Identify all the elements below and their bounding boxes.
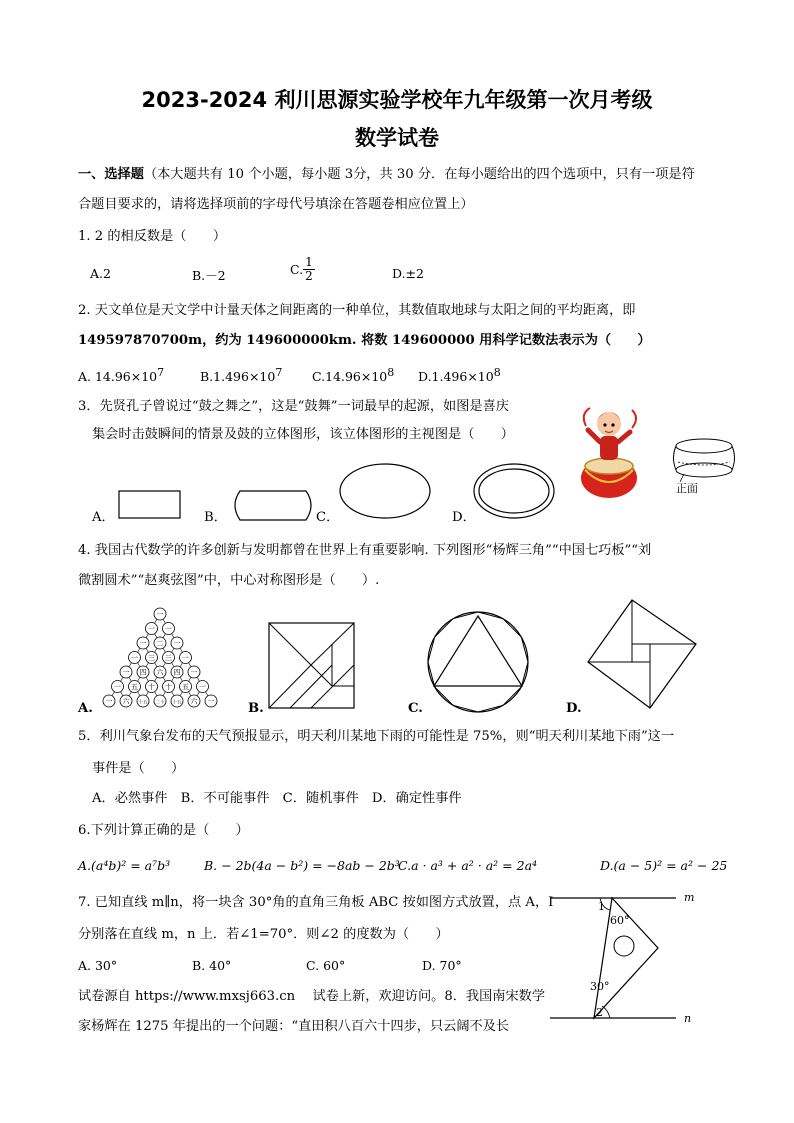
q5-options: A．必然事件 B．不可能事件 C．随机事件 D．确定性事件: [92, 791, 462, 806]
source-line: 试卷源自 https://www.mxsj663.cn 试卷上新，欢迎访问。8．我国南宋数学: [78, 989, 546, 1004]
q3-option-c-label: C．: [316, 510, 340, 525]
q6-stem: 6.下列计算正确的是（ ）: [78, 823, 249, 838]
q6-option-b: B. − 2b(4a − b²) = −8ab − 2b³: [204, 858, 400, 873]
circle-cutting-figure: [424, 610, 534, 714]
q6-option-d: D.(a − 5)² = a² − 25: [600, 858, 728, 873]
triangle-node-text: 一: [114, 683, 121, 692]
triangle-node-text: 五: [182, 683, 189, 692]
q5-line2: 事件是（ ）: [92, 761, 185, 776]
triangle-node-text: 一: [148, 625, 155, 634]
triangle-node-text: 二十: [155, 700, 165, 706]
triangle-node-text: 一: [156, 610, 164, 619]
front-view-label: 正面: [676, 482, 698, 495]
q7-line2: 分别落在直线 m，n 上．若∠1=70°．则∠2 的度数为（ ）: [78, 927, 449, 942]
line-n-label: n: [684, 1012, 692, 1025]
triangle-node-text: 四: [139, 668, 147, 677]
q6-option-c: C.a · a³ + a² · a² = 2a⁴: [398, 858, 538, 873]
triangle-node-text: 六: [156, 668, 164, 677]
q2-option-a: A. $14.96\times 10^7$: [78, 366, 165, 385]
q3-option-a-rectangle: [118, 490, 182, 520]
q2-line1: 2. 天文单位是天文学中计量天体之间距离的一种单位，其数值取地球与太阳之间的平均距离，即: [78, 303, 636, 318]
q2-option-b: $B.1.496\times 10^7$: [200, 366, 283, 385]
q3-line1: 3．先贤孔子曾说过“鼓之舞之”，这是“鼓舞”一词最早的起源，如图是喜庆: [78, 399, 509, 414]
q3-option-d-label: D．: [452, 510, 476, 525]
q1-stem: 1. 2 的相反数是（ ）: [78, 229, 227, 244]
triangle-node-text: 十五: [172, 700, 182, 706]
triangle-node-text: 六: [122, 697, 130, 706]
fraction-one-half: $\frac{1}{2}$: [305, 255, 313, 283]
drummer-illustration: [572, 396, 646, 500]
line-m-label: m: [684, 891, 695, 904]
q4-option-a-label: A.: [78, 701, 93, 716]
q3-option-a-label: A．: [92, 510, 115, 525]
q4-option-d-label: D.: [566, 701, 582, 716]
angle-60-label: 60°: [610, 914, 630, 927]
q7-option-b: B. 40°: [192, 958, 232, 973]
triangle-node-text: 三: [148, 654, 155, 663]
q3-option-c-ellipse: [338, 462, 432, 520]
zhao-shuang-figure: [586, 598, 698, 710]
angle-2-label: 2: [596, 1006, 603, 1019]
triangle-node-text: 十五: [138, 700, 148, 706]
angle-30-label: 30°: [590, 980, 610, 993]
triangle-node-text: 十: [148, 683, 155, 692]
triangle-node-text: 一: [165, 625, 172, 634]
triangle-node-text: 一: [190, 668, 198, 677]
q7-option-d: D. 70°: [422, 958, 462, 973]
q2-option-d: $D.1.496\times 10^8$: [418, 366, 501, 385]
triangle-node-text: 一: [105, 697, 113, 706]
section-intro-line1: 一、选择题（本大题共有 10 个小题，每小题 3分，共 30 分．在每小题给出的四个选项中，只有一项是符: [78, 167, 695, 182]
parallel-lines-triangle-figure: [550, 888, 700, 1026]
q4-option-c-label: C.: [408, 701, 423, 716]
q4-line1: 4. 我国古代数学的许多创新与发明都曾在世界上有重要影响. 下列图形“杨辉三角”“中国七巧板”“刘: [78, 543, 652, 558]
q6-option-a: A.(a⁴b)² = a⁷b³: [78, 858, 171, 873]
q2-option-c: $C.14.96\times 10^8$: [312, 366, 395, 385]
triangle-node-text: 一: [131, 654, 138, 663]
section-intro-line2: 合题目要求的，请将选择项前的字母代号填涂在答题卷相应位置上）: [78, 197, 474, 212]
q1-option-a: A.2: [90, 266, 111, 281]
q7-option-a: A. 30°: [78, 958, 118, 973]
triangle-node-text: 一: [207, 697, 215, 706]
q5-line1: 5．利川气象台发布的天气预报显示，明天利川某地下雨的可能性是 75%，则“明天利川某地下雨”这一: [78, 729, 675, 744]
q3-option-b-rounded-shape: [228, 490, 318, 522]
q4-option-b-label: B.: [248, 701, 264, 716]
q8-start-line: 家杨辉在 1275 年提出的一个问题：“直田积八百六十四步，只云阔不及长: [78, 1019, 510, 1034]
q1-option-c: C. $\frac{1}{2}$: [290, 255, 313, 283]
triangle-node-text: 四: [173, 668, 181, 677]
triangle-node-text: 五: [131, 683, 138, 692]
triangle-node-text: 二: [156, 639, 164, 648]
q1-option-b: B.－2: [192, 268, 226, 283]
triangle-node-text: 六: [190, 697, 198, 706]
q7-line1: 7. 已知直线 m∥n，将一块含 30°角的直角三角板 ABC 按如图方式放置，点 A，I: [78, 895, 554, 910]
exam-subtitle: 数学试卷: [355, 126, 439, 150]
triangle-node-text: 十: [165, 683, 172, 692]
yanghui-triangle-figure: [90, 606, 230, 710]
q3-option-d-double-ellipse: [472, 462, 556, 520]
section-heading: 一、选择题: [78, 167, 144, 182]
q2-line2: 149597870700m，约为 149600000km. 将数 149600000 用科学记数法表示为（ ）: [78, 333, 651, 348]
triangle-node-text: 一: [122, 668, 130, 677]
triangle-node-text: 一: [173, 639, 181, 648]
triangle-node-text: 一: [139, 639, 147, 648]
angle-1-label: 1: [598, 900, 605, 913]
tangram-figure: [268, 622, 356, 710]
q1-option-d: D.±2: [392, 266, 424, 281]
triangle-node-text: 三: [165, 654, 172, 663]
q7-option-c: C. 60°: [306, 958, 346, 973]
triangle-node-text: 一: [182, 654, 189, 663]
triangle-node-text: 一: [199, 683, 206, 692]
exam-title: 2023-2024 利川思源实验学校年九年级第一次月考级: [141, 88, 653, 112]
q3-option-b-label: B．: [204, 510, 227, 525]
q3-line2: 集会时击鼓瞬间的情景及鼓的立体图形，该立体图形的主视图是（ ）: [92, 427, 514, 442]
q4-line2: 微割圆术”“赵爽弦图”中，中心对称图形是（ ）.: [78, 573, 380, 588]
